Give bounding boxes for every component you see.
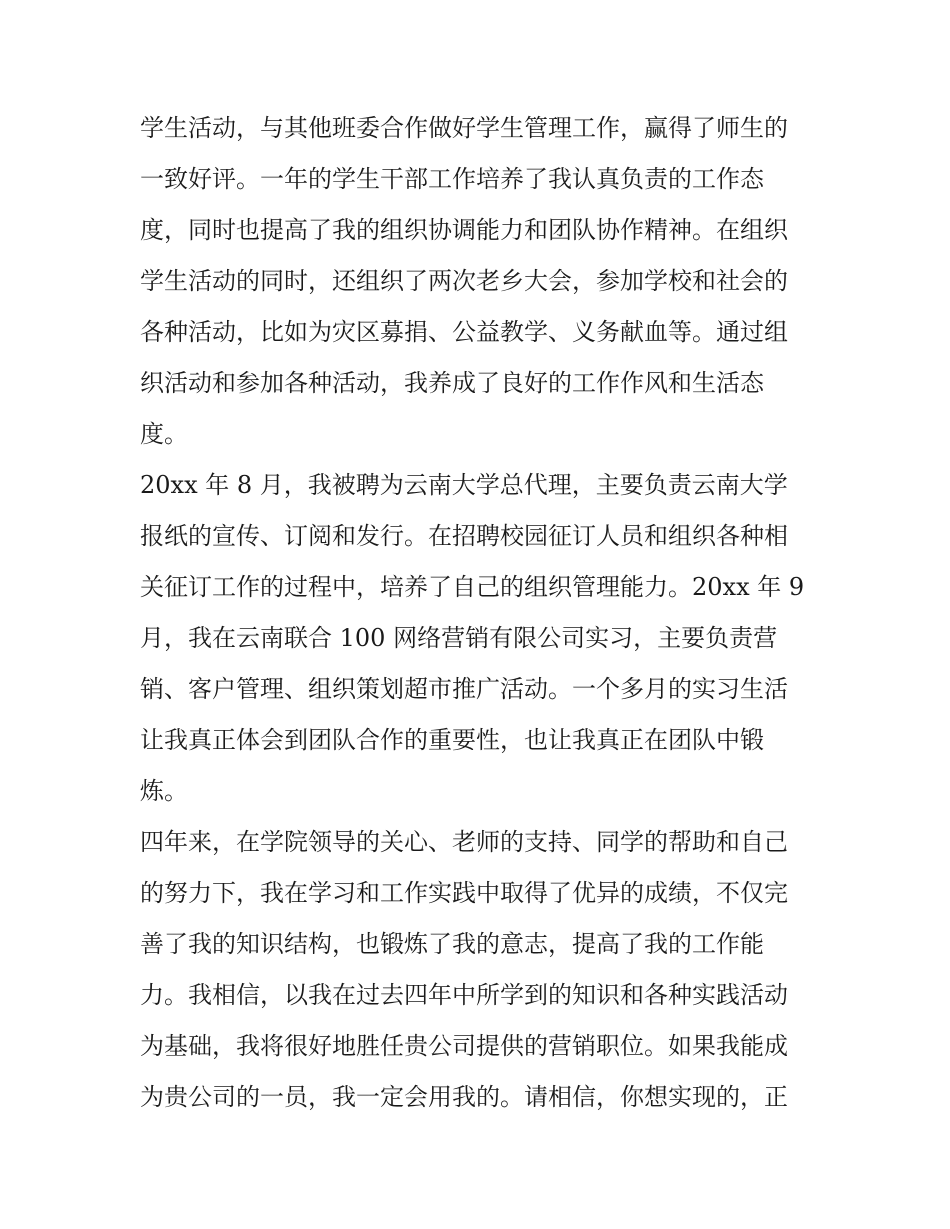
text-line: 力。我相信，以我在过去四年中所学到的知识和各种实践活动 — [140, 981, 788, 1009]
text-line: 一致好评。一年的学生干部工作培养了我认真负责的工作态 — [140, 165, 764, 193]
text-line: 关征订工作的过程中，培养了自己的组织管理能力。20xx 年 9 — [140, 573, 805, 601]
text-line: 销、客户管理、组织策划超市推广活动。一个多月的实习生活 — [140, 675, 788, 703]
text-line: 报纸的宣传、订阅和发行。在招聘校园征订人员和组织各种相 — [140, 522, 788, 550]
text-line: 20xx 年 8 月，我被聘为云南大学总代理，主要负责云南大学 — [140, 471, 788, 499]
text-line: 月，我在云南联合 100 网络营销有限公司实习，主要负责营 — [140, 624, 778, 652]
text-line: 为贵公司的一员，我一定会用我的。请相信，你想实现的，正 — [140, 1083, 788, 1111]
text-line: 为基础，我将很好地胜任贵公司提供的营销职位。如果我能成 — [140, 1032, 788, 1060]
text-line: 让我真正体会到团队合作的重要性，也让我真正在团队中锻 — [140, 726, 764, 754]
text-line: 炼。 — [140, 777, 188, 805]
text-line: 学生活动的同时，还组织了两次老乡大会，参加学校和社会的 — [140, 267, 788, 295]
text-line: 的努力下，我在学习和工作实践中取得了优异的成绩，不仅完 — [140, 879, 788, 907]
text-line: 织活动和参加各种活动，我养成了良好的工作作风和生活态 — [140, 369, 764, 397]
text-line: 度，同时也提高了我的组织协调能力和团队协作精神。在组织 — [140, 216, 788, 244]
text-line: 善了我的知识结构，也锻炼了我的意志，提高了我的工作能 — [140, 930, 764, 958]
text-line: 学生活动，与其他班委合作做好学生管理工作，赢得了师生的 — [140, 114, 788, 142]
text-line: 四年来，在学院领导的关心、老师的支持、同学的帮助和自己 — [140, 828, 788, 856]
text-line: 度。 — [140, 420, 188, 448]
text-line: 各种活动，比如为灾区募捐、公益教学、义务献血等。通过组 — [140, 318, 788, 346]
